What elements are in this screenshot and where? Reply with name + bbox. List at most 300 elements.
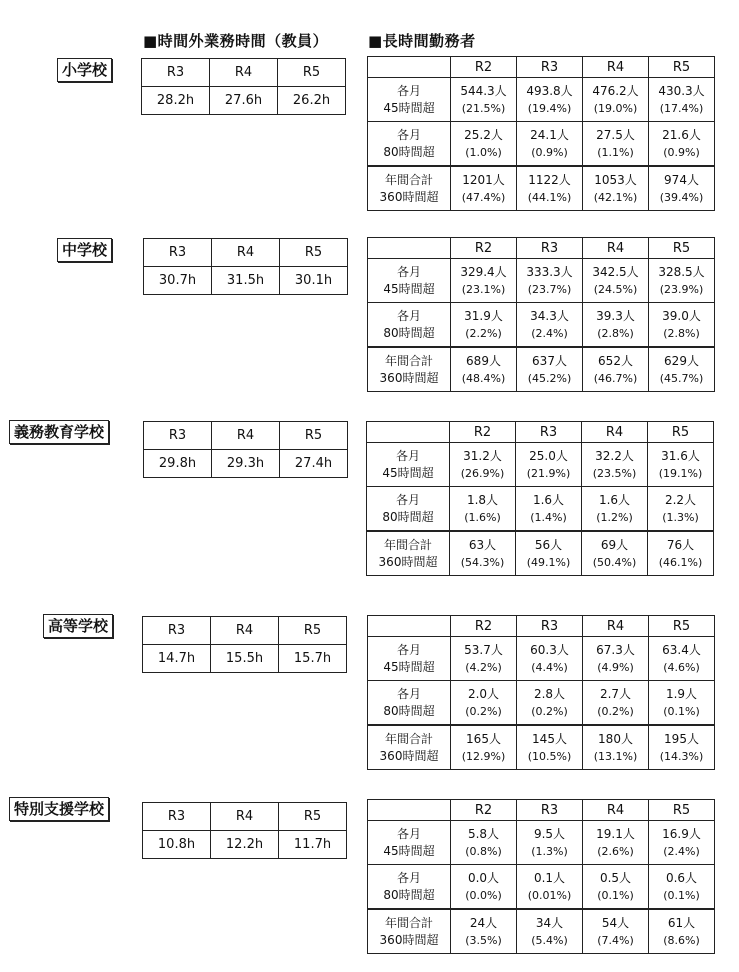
count-cell [517, 122, 583, 167]
row-label-line: 360時間超 [379, 932, 439, 947]
row-label-line: 360時間超 [379, 189, 439, 204]
percent-value: (21.5%) [461, 101, 506, 115]
row-label-line: 各月 [395, 448, 420, 463]
table-row [368, 821, 715, 865]
row-label-cell [367, 531, 450, 576]
percent-value: (2.4%) [663, 844, 700, 858]
count-value: 0.1人 [533, 870, 566, 885]
count-cell [649, 725, 715, 770]
count-cell [649, 347, 715, 392]
school-label: 高等学校 [43, 614, 113, 638]
hours-value-cell: 30.1h [280, 267, 348, 295]
table-row [368, 259, 715, 303]
count-cell [583, 166, 649, 211]
count-value: 9.5人 [533, 826, 566, 841]
table-row [368, 637, 715, 681]
count-value: 21.6人 [662, 127, 701, 142]
count-value: 544.3人 [460, 83, 507, 98]
count-cell [648, 443, 714, 487]
count-value: 2.7人 [599, 686, 632, 701]
count-cell [583, 259, 649, 303]
row-label-cell [368, 166, 451, 211]
corner-cell [368, 616, 451, 637]
percent-value: (3.5%) [465, 933, 502, 947]
count-value: 60.3人 [530, 642, 569, 657]
hours-value-cell: 27.6h [210, 87, 278, 115]
count-value: 329.4人 [460, 264, 507, 279]
year-header-cell: R2 [450, 422, 516, 443]
percent-value: (19.0%) [593, 101, 638, 115]
percent-value: (17.4%) [659, 101, 704, 115]
year-header-cell: R2 [451, 616, 517, 637]
count-cell [583, 303, 649, 348]
count-cell [517, 347, 583, 392]
percent-value: (4.9%) [597, 660, 634, 674]
percent-value: (4.4%) [531, 660, 568, 674]
row-label-cell [368, 122, 451, 167]
count-cell [517, 725, 583, 770]
count-cell [517, 259, 583, 303]
count-value: 19.1人 [596, 826, 635, 841]
percent-value: (46.7%) [593, 371, 638, 385]
long-hours-table [366, 421, 714, 576]
hours-value-cell: 11.7h [279, 831, 347, 859]
row-label-line: 各月 [396, 642, 421, 657]
percent-value: (49.1%) [526, 555, 571, 569]
year-header-cell: R3 [517, 800, 583, 821]
row-label-line: 各月 [396, 308, 421, 323]
count-cell [649, 865, 715, 910]
count-cell [451, 259, 517, 303]
percent-value: (4.2%) [465, 660, 502, 674]
count-value: 2.8人 [533, 686, 566, 701]
year-header-cell: R4 [583, 616, 649, 637]
row-label-cell [368, 909, 451, 954]
count-value: 0.5人 [599, 870, 632, 885]
hours-value-cell: 12.2h [211, 831, 279, 859]
row-label-cell [368, 865, 451, 910]
count-cell [517, 303, 583, 348]
year-header-cell: R3 [516, 422, 582, 443]
percent-value: (0.1%) [597, 888, 634, 902]
count-value: 5.8人 [467, 826, 500, 841]
percent-value: (0.1%) [663, 704, 700, 718]
long-hours-table [367, 237, 715, 392]
row-label-line: 各月 [396, 264, 421, 279]
table-row [142, 87, 346, 115]
row-label-cell [368, 347, 451, 392]
row-label-line: 年間合計 [384, 915, 433, 930]
row-label-cell [368, 259, 451, 303]
table-row [368, 78, 715, 122]
percent-value: (8.6%) [663, 933, 700, 947]
count-cell [516, 487, 582, 532]
count-value: 39.3人 [596, 308, 635, 323]
count-cell [649, 303, 715, 348]
year-header-cell: R5 [649, 616, 715, 637]
table-row [367, 531, 714, 576]
count-cell [517, 166, 583, 211]
count-value: 31.2人 [463, 448, 502, 463]
count-cell [516, 531, 582, 576]
row-label-line: 各月 [396, 83, 421, 98]
corner-cell [368, 238, 451, 259]
count-cell [583, 637, 649, 681]
count-value: 165人 [466, 731, 501, 746]
count-value: 1122人 [528, 172, 571, 187]
hours-value-cell: 29.8h [144, 450, 212, 478]
row-label-line: 各月 [395, 492, 420, 507]
count-value: 333.3人 [526, 264, 573, 279]
percent-value: (2.4%) [531, 326, 568, 340]
year-header-cell: R4 [212, 422, 280, 450]
count-cell [451, 303, 517, 348]
table-row [368, 166, 715, 211]
year-header-cell: R2 [451, 57, 517, 78]
count-cell [583, 909, 649, 954]
year-header-cell: R2 [451, 238, 517, 259]
year-header-cell: R4 [583, 57, 649, 78]
count-value: 27.5人 [596, 127, 635, 142]
table-row [144, 267, 348, 295]
year-header-cell: R2 [451, 800, 517, 821]
count-value: 1.6人 [598, 492, 631, 507]
year-header-cell: R5 [279, 617, 347, 645]
count-cell [450, 531, 516, 576]
hours-value-cell: 26.2h [278, 87, 346, 115]
count-cell [517, 78, 583, 122]
count-cell [451, 78, 517, 122]
count-cell [649, 821, 715, 865]
row-label-cell [368, 303, 451, 348]
year-header-cell: R4 [582, 422, 648, 443]
percent-value: (23.7%) [527, 282, 572, 296]
row-label-line: 年間合計 [384, 731, 433, 746]
count-cell [451, 347, 517, 392]
year-header-cell: R5 [280, 422, 348, 450]
count-cell [649, 78, 715, 122]
count-value: 195人 [664, 731, 699, 746]
row-label-line: 80時間超 [383, 887, 435, 902]
year-header-cell: R5 [280, 239, 348, 267]
overtime-hours-table [143, 238, 348, 295]
count-cell [451, 821, 517, 865]
percent-value: (0.2%) [597, 704, 634, 718]
percent-value: (0.1%) [663, 888, 700, 902]
count-cell [450, 487, 516, 532]
row-label-line: 年間合計 [383, 537, 432, 552]
year-header-cell: R5 [649, 238, 715, 259]
count-value: 1.6人 [532, 492, 565, 507]
count-value: 637人 [532, 353, 567, 368]
count-cell [648, 531, 714, 576]
percent-value: (5.4%) [531, 933, 568, 947]
percent-value: (0.9%) [531, 145, 568, 159]
count-value: 2.2人 [664, 492, 697, 507]
count-value: 0.0人 [467, 870, 500, 885]
percent-value: (39.4%) [659, 190, 704, 204]
row-label-cell [367, 443, 450, 487]
count-value: 67.3人 [596, 642, 635, 657]
table-row [367, 443, 714, 487]
hours-value-cell: 15.7h [279, 645, 347, 673]
count-cell [649, 637, 715, 681]
count-cell [451, 865, 517, 910]
overtime-header: ■時間外業務時間（教員） [143, 32, 329, 50]
row-label-line: 各月 [396, 870, 421, 885]
hours-value-cell: 29.3h [212, 450, 280, 478]
percent-value: (0.2%) [465, 704, 502, 718]
long-hours-table [367, 615, 715, 770]
hours-value-cell: 14.7h [143, 645, 211, 673]
count-value: 53.7人 [464, 642, 503, 657]
count-cell [583, 122, 649, 167]
count-value: 32.2人 [595, 448, 634, 463]
count-cell [451, 637, 517, 681]
row-label-line: 各月 [396, 686, 421, 701]
count-cell [583, 725, 649, 770]
year-header-cell: R3 [144, 422, 212, 450]
table-row [143, 831, 347, 859]
count-cell [649, 122, 715, 167]
table-header-row [368, 57, 715, 78]
year-header-cell: R4 [211, 803, 279, 831]
count-value: 63.4人 [662, 642, 701, 657]
percent-value: (7.4%) [597, 933, 634, 947]
percent-value: (46.1%) [658, 555, 703, 569]
percent-value: (1.6%) [464, 510, 501, 524]
percent-value: (10.5%) [527, 749, 572, 763]
count-cell [583, 865, 649, 910]
count-cell [517, 821, 583, 865]
corner-cell [368, 57, 451, 78]
year-header-cell: R3 [517, 57, 583, 78]
row-label-cell [368, 681, 451, 726]
count-cell [583, 821, 649, 865]
year-header-cell: R3 [143, 803, 211, 831]
count-cell [451, 122, 517, 167]
count-value: 1201人 [462, 172, 505, 187]
percent-value: (23.9%) [659, 282, 704, 296]
row-label-line: 45時間超 [383, 843, 435, 858]
year-header-cell: R4 [212, 239, 280, 267]
school-label: 特別支援学校 [9, 797, 109, 821]
table-row [368, 122, 715, 167]
long-hours-table [367, 56, 715, 211]
percent-value: (54.3%) [460, 555, 505, 569]
overtime-hours-table [141, 58, 346, 115]
hours-value-cell: 27.4h [280, 450, 348, 478]
count-value: 54人 [601, 915, 630, 930]
count-value: 34人 [535, 915, 564, 930]
table-header-row [143, 617, 347, 645]
count-value: 39.0人 [662, 308, 701, 323]
count-value: 328.5人 [658, 264, 705, 279]
count-cell [516, 443, 582, 487]
count-cell [451, 909, 517, 954]
count-cell [450, 443, 516, 487]
percent-value: (0.0%) [465, 888, 502, 902]
year-header-cell: R5 [649, 57, 715, 78]
row-label-line: 80時間超 [383, 703, 435, 718]
percent-value: (42.1%) [593, 190, 638, 204]
row-label-line: 各月 [396, 127, 421, 142]
percent-value: (19.1%) [658, 466, 703, 480]
row-label-line: 360時間超 [378, 554, 438, 569]
count-cell [582, 443, 648, 487]
count-value: 342.5人 [592, 264, 639, 279]
percent-value: (21.9%) [526, 466, 571, 480]
hours-value-cell: 10.8h [143, 831, 211, 859]
year-header-cell: R3 [517, 616, 583, 637]
count-cell [582, 487, 648, 532]
row-label-cell [367, 487, 450, 532]
percent-value: (48.4%) [461, 371, 506, 385]
percent-value: (44.1%) [527, 190, 572, 204]
row-label-line: 360時間超 [379, 748, 439, 763]
percent-value: (19.4%) [527, 101, 572, 115]
year-header-cell: R4 [583, 238, 649, 259]
percent-value: (24.5%) [593, 282, 638, 296]
row-label-line: 年間合計 [384, 353, 433, 368]
year-header-cell: R4 [583, 800, 649, 821]
row-label-line: 45時間超 [383, 659, 435, 674]
count-cell [648, 487, 714, 532]
count-value: 25.2人 [464, 127, 503, 142]
count-value: 34.3人 [530, 308, 569, 323]
percent-value: (1.3%) [531, 844, 568, 858]
count-cell [517, 865, 583, 910]
count-value: 974人 [664, 172, 699, 187]
percent-value: (0.8%) [465, 844, 502, 858]
count-cell [649, 259, 715, 303]
overtime-hours-table [142, 616, 347, 673]
count-value: 2.0人 [467, 686, 500, 701]
table-row [367, 487, 714, 532]
table-header-row [368, 238, 715, 259]
count-cell [583, 347, 649, 392]
percent-value: (2.8%) [663, 326, 700, 340]
percent-value: (1.1%) [597, 145, 634, 159]
count-value: 0.6人 [665, 870, 698, 885]
count-value: 76人 [666, 537, 695, 552]
row-label-cell [368, 637, 451, 681]
corner-cell [368, 800, 451, 821]
count-value: 145人 [532, 731, 567, 746]
count-value: 180人 [598, 731, 633, 746]
count-cell [583, 78, 649, 122]
row-label-line: 80時間超 [383, 144, 435, 159]
year-header-cell: R4 [211, 617, 279, 645]
year-header-cell: R5 [279, 803, 347, 831]
percent-value: (2.2%) [465, 326, 502, 340]
table-header-row [367, 422, 714, 443]
year-header-cell: R5 [649, 800, 715, 821]
count-cell [517, 909, 583, 954]
count-cell [517, 681, 583, 726]
year-header-cell: R3 [517, 238, 583, 259]
count-value: 1053人 [594, 172, 637, 187]
table-header-row [368, 616, 715, 637]
long-hours-header: ■長時間勤務者 [368, 32, 476, 50]
percent-value: (12.9%) [461, 749, 506, 763]
table-row [368, 725, 715, 770]
school-label: 義務教育学校 [9, 420, 109, 444]
table-header-row [144, 239, 348, 267]
count-value: 1.9人 [665, 686, 698, 701]
count-cell [649, 681, 715, 726]
count-value: 493.8人 [526, 83, 573, 98]
percent-value: (4.6%) [663, 660, 700, 674]
overtime-hours-table [142, 802, 347, 859]
percent-value: (1.0%) [465, 145, 502, 159]
row-label-cell [368, 725, 451, 770]
count-cell [582, 531, 648, 576]
percent-value: (0.9%) [663, 145, 700, 159]
percent-value: (26.9%) [460, 466, 505, 480]
year-header-cell: R3 [142, 59, 210, 87]
table-header-row [144, 422, 348, 450]
row-label-line: 80時間超 [383, 325, 435, 340]
percent-value: (0.01%) [527, 888, 572, 902]
percent-value: (47.4%) [461, 190, 506, 204]
count-value: 652人 [598, 353, 633, 368]
year-header-cell: R5 [278, 59, 346, 87]
hours-value-cell: 28.2h [142, 87, 210, 115]
percent-value: (23.5%) [592, 466, 637, 480]
count-value: 61人 [667, 915, 696, 930]
row-label-line: 45時間超 [382, 465, 434, 480]
long-hours-table [367, 799, 715, 954]
count-value: 31.6人 [661, 448, 700, 463]
school-label: 小学校 [57, 58, 112, 82]
row-label-line: 45時間超 [383, 281, 435, 296]
count-cell [451, 681, 517, 726]
count-value: 24.1人 [530, 127, 569, 142]
table-row [368, 303, 715, 348]
hours-value-cell: 30.7h [144, 267, 212, 295]
percent-value: (14.3%) [659, 749, 704, 763]
table-row [143, 645, 347, 673]
hours-value-cell: 15.5h [211, 645, 279, 673]
corner-cell [367, 422, 450, 443]
count-cell [649, 166, 715, 211]
table-header-row [368, 800, 715, 821]
row-label-line: 年間合計 [384, 172, 433, 187]
percent-value: (2.8%) [597, 326, 634, 340]
percent-value: (1.4%) [530, 510, 567, 524]
percent-value: (45.7%) [659, 371, 704, 385]
table-header-row [143, 803, 347, 831]
count-cell [517, 637, 583, 681]
hours-value-cell: 31.5h [212, 267, 280, 295]
table-row [368, 347, 715, 392]
count-value: 31.9人 [464, 308, 503, 323]
percent-value: (2.6%) [597, 844, 634, 858]
count-value: 689人 [466, 353, 501, 368]
row-label-line: 80時間超 [382, 509, 434, 524]
count-value: 16.9人 [662, 826, 701, 841]
year-header-cell: R4 [210, 59, 278, 87]
table-row [368, 681, 715, 726]
count-value: 629人 [664, 353, 699, 368]
percent-value: (45.2%) [527, 371, 572, 385]
percent-value: (1.2%) [596, 510, 633, 524]
count-cell [451, 166, 517, 211]
count-cell [649, 909, 715, 954]
count-value: 56人 [534, 537, 563, 552]
row-label-cell [368, 821, 451, 865]
